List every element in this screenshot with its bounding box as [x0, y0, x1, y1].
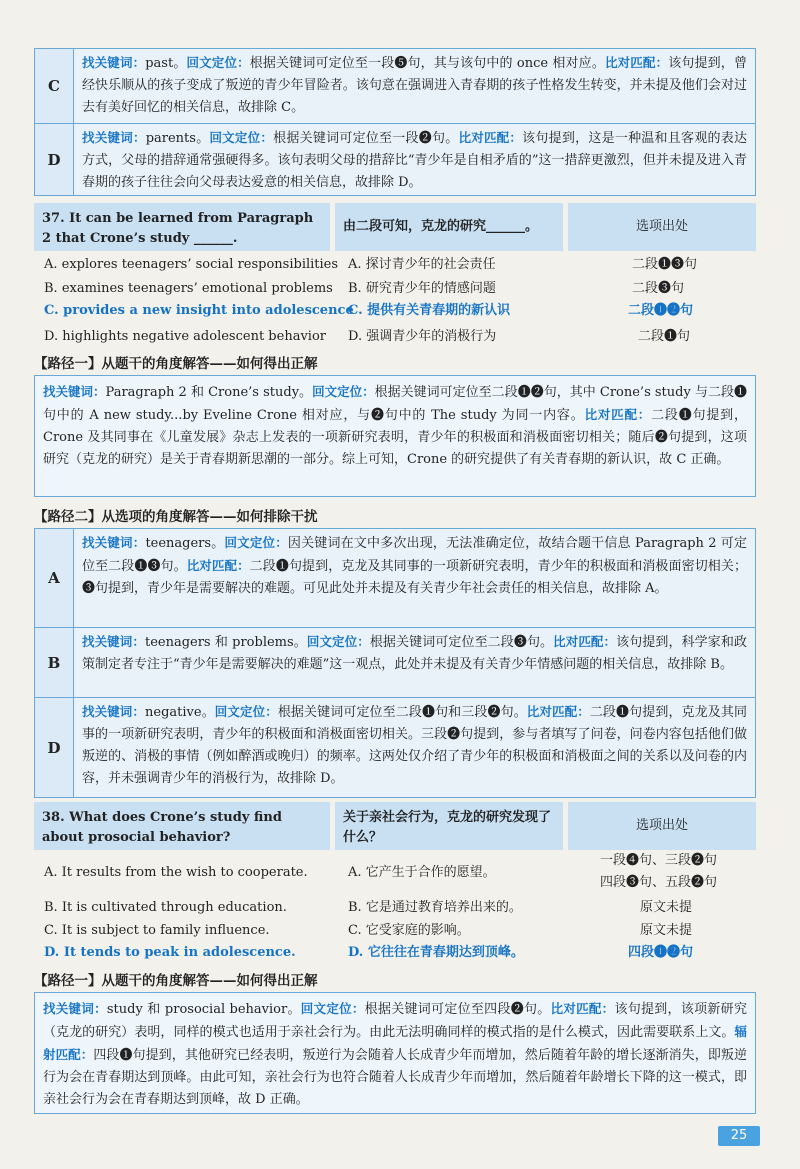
analysis-text [74, 529, 755, 627]
radiate-text: 四段❶句提到，其他研究已经表明，叛逆行为会随着人长成青少年而增加，然后随着年龄的增长逐渐消失，即叛逆行为会在青春期达到顶峰。由此可知，亲社会行为也符合随着人长成青少年而增加，然后随着年龄增长下降的这一模式，即亲社会行为会在青春期达到顶峰，故 D 正确。 [43, 1048, 747, 1107]
analysis-row-c [34, 48, 756, 124]
analysis-text [74, 628, 755, 697]
keyword-label: 找关键词： [43, 1001, 107, 1016]
q37-option-c-zh: C. 提供有关青春期的新认识 [348, 303, 511, 318]
analysis-row-a [34, 528, 756, 628]
locate-text: 根据关键词可定位至二段❶句和三段❷句。 [277, 705, 527, 720]
q38-option-c-zh: C. 它受家庭的影响。 [348, 923, 470, 938]
match-text: 该句提到，曾经快乐顺从的孩子变成了叛逆的青少年冒险者。该句意在强调进入青春期的孩子性格发生转变，并未提及他们会对过去有美好回忆的相关信息，故排除 C。 [82, 56, 747, 115]
q38-option-d-en: D. It tends to peak in adolescence. [44, 945, 296, 960]
option-letter: B [35, 628, 74, 697]
keyword-label: 找关键词： [82, 704, 146, 719]
page-number: 25 [718, 1126, 760, 1146]
q38-option-b-zh: B. 它是通过教育培养出来的。 [348, 900, 522, 915]
match-text: 该句提到，这是一种温和且客观的表达方式，父母的措辞通常强硬得多。该句表明父母的措辞比“青少年是自相矛盾的”这一措辞更激烈，但并未提及进入青春期的孩子往往会向父母表达爱意的相关信息，故排除 D。 [82, 131, 747, 190]
keyword-text: study 和 prosocial behavior。 [106, 1002, 301, 1017]
q38-path1-box [34, 992, 756, 1114]
q37-option-b-zh: B. 研究青少年的情感问题 [348, 281, 496, 296]
q37-stem-en: 37. It can be learned from Paragraph 2 that Crone’s study ______. [34, 203, 330, 251]
locate-label: 回文定位： [209, 130, 274, 145]
match-label: 比对匹配： [186, 558, 250, 573]
keyword-label: 找关键词： [43, 384, 106, 399]
keyword-label: 找关键词： [82, 55, 146, 70]
q38-stem-zh: 关于亲社会行为，克龙的研究发现了什么？ [335, 802, 563, 850]
locate-text: 因关键词在文中多次出现，无法准确定位，故结合题干信息 Paragraph 2 可定位至二段❶❸句。 [82, 536, 747, 574]
radiate-label: 辐射匹配： [43, 1024, 747, 1062]
q37-path2-title: 【路径二】从选项的角度解答——如何排除干扰 [34, 509, 318, 525]
match-text: 二段❶句提到，克龙及其同事的一项新研究表明，青少年的积极面和消极面密切相关；❸句提到，青少年是需要解决的难题。可见此处并未提及有关青少年社会责任的相关信息，故排除 A。 [82, 559, 747, 596]
locate-label: 回文定位： [306, 634, 370, 649]
match-label: 比对匹配： [550, 1001, 615, 1016]
option-letter: D [35, 124, 74, 195]
analysis-row-b [34, 628, 756, 698]
analysis-text [74, 49, 755, 123]
analysis-text [74, 124, 755, 195]
q38-option-c-en: C. It is subject to family influence. [44, 923, 270, 938]
q37-option-a-src: 二段❶❸句 [632, 257, 698, 272]
q37-option-analysis [34, 528, 756, 798]
q37-option-b-en: B. examines teenagers’ emotional problems [44, 281, 333, 296]
locate-text: 根据关键词可定位至一段❺句，其与该句中的 once 相对应。 [249, 56, 605, 71]
locate-text: 根据关键词可定位至一段❷句。 [273, 131, 459, 146]
q37-option-c-en: C. provides a new insight into adolescence [44, 303, 354, 318]
keyword-label: 找关键词： [82, 634, 145, 649]
keyword-text: teenagers。 [145, 536, 225, 551]
q37-option-d-zh: D. 强调青少年的消极行为 [348, 329, 497, 344]
q38-option-a-zh: A. 它产生于合作的愿望。 [348, 865, 496, 880]
keyword-text: negative。 [145, 705, 215, 720]
q37-option-a-en: A. explores teenagers’ social responsibilities [44, 257, 339, 272]
q38-option-c-src: 原文未提 [640, 923, 693, 938]
q38-path1-title: 【路径一】从题干的角度解答——如何得出正解 [34, 973, 318, 989]
locate-text: 根据关键词可定位至四段❷句。 [364, 1002, 551, 1017]
match-text: 二段❶句提到，克龙及其同事的一项新研究表明，青少年的积极面和消极面密切相关。三段❷句提到，参与者填写了问卷，问卷内容包括他们做叛逆的、消极的事情（例如醉酒或晚归）的频率。这两处仅介绍了青少年的积极面和消极面之间的关系以及问卷的内容，并未强调青少年的消极行为，故排除 D。 [82, 705, 747, 786]
option-letter: A [35, 529, 74, 627]
q38-header [34, 802, 756, 850]
q38-option-b-en: B. It is cultivated through education. [44, 900, 287, 915]
keyword-label: 找关键词： [82, 535, 146, 550]
locate-label: 回文定位： [300, 1001, 365, 1016]
option-letter: C [35, 49, 74, 123]
match-text: 二段❶句提到，Crone 及其同事在《儿童发展》杂志上发表的一项新研究表明，青少年的积极面和消极面密切相关；随后❷句提到，这项研究（克龙的研究）是关于青春期新思潮的一部分。综上可知，Crone 的研究提供了有关青春期的新认识，故 C 正确。 [43, 408, 747, 467]
q37-path1-title: 【路径一】从题干的角度解答——如何得出正解 [34, 356, 318, 372]
locate-label: 回文定位： [186, 55, 250, 70]
locate-text: 根据关键词可定位至二段❸句。 [369, 635, 554, 650]
analysis-row-d [34, 124, 756, 196]
locate-label: 回文定位： [214, 704, 278, 719]
q37-option-d-src: 二段❶句 [638, 329, 691, 344]
q37-source-header: 选项出处 [568, 203, 756, 251]
q38-option-a-en: A. It results from the wish to cooperate. [44, 865, 308, 880]
q37-path1-box [34, 375, 756, 497]
keyword-label: 找关键词： [82, 130, 146, 145]
match-text: 该句提到，科学家和政策制定者专注于“青少年是需要解决的难题”这一观点，此处并未提及有关青少年情感问题的相关信息，故排除 B。 [82, 635, 747, 672]
keyword-text: Paragraph 2 和 Crone’s study。 [105, 385, 313, 400]
match-label: 比对匹配： [526, 704, 590, 719]
match-label: 比对匹配： [553, 634, 617, 649]
analysis-row-d [34, 698, 756, 798]
q37-option-c-src: 二段❶❷句 [628, 303, 694, 318]
analysis-text [74, 698, 755, 797]
q38-option-a-src: 一段❹句、三段❷句 [600, 853, 718, 868]
keyword-text: teenagers 和 problems。 [144, 635, 307, 650]
q36-option-analysis [34, 48, 756, 196]
q38-source-header: 选项出处 [568, 802, 756, 850]
q37-option-a-zh: A. 探讨青少年的社会责任 [348, 257, 496, 272]
q37-header [34, 203, 756, 251]
match-label: 比对匹配： [458, 130, 523, 145]
keyword-text: parents。 [145, 131, 210, 146]
q37-option-b-src: 二段❸句 [632, 281, 685, 296]
match-label: 比对匹配： [604, 55, 669, 70]
keyword-text: past。 [145, 56, 187, 71]
q38-option-a-src2: 四段❸句、五段❷句 [600, 875, 718, 890]
match-label: 比对匹配： [584, 407, 652, 422]
locate-label: 回文定位： [224, 535, 288, 550]
q37-stem-zh: 由二段可知，克龙的研究______。 [335, 203, 563, 251]
q38-option-b-src: 原文未提 [640, 900, 693, 915]
locate-label: 回文定位： [312, 384, 375, 399]
option-letter: D [35, 698, 74, 797]
q38-option-d-src: 四段❶❷句 [628, 945, 694, 960]
q37-option-d-en: D. highlights negative adolescent behavior [44, 329, 326, 344]
locate-text: 根据关键词可定位至二段❶❷句，其中 Crone’s study 与二段❶句中的 A new study...by Eveline Crone 相对应，与❷句中的 The study 为同一内容。 [43, 385, 747, 423]
match-text: 该句提到，该项新研究（克龙的研究）表明，同样的模式也适用于亲社会行为。由此无法明确同样的模式指的是什么模式，因此需要联系上文。 [43, 1002, 747, 1040]
q38-option-d-zh: D. 它往往在青春期达到顶峰。 [348, 945, 524, 960]
q38-stem-en: 38. What does Crone’s study find about prosocial behavior? [34, 802, 330, 850]
